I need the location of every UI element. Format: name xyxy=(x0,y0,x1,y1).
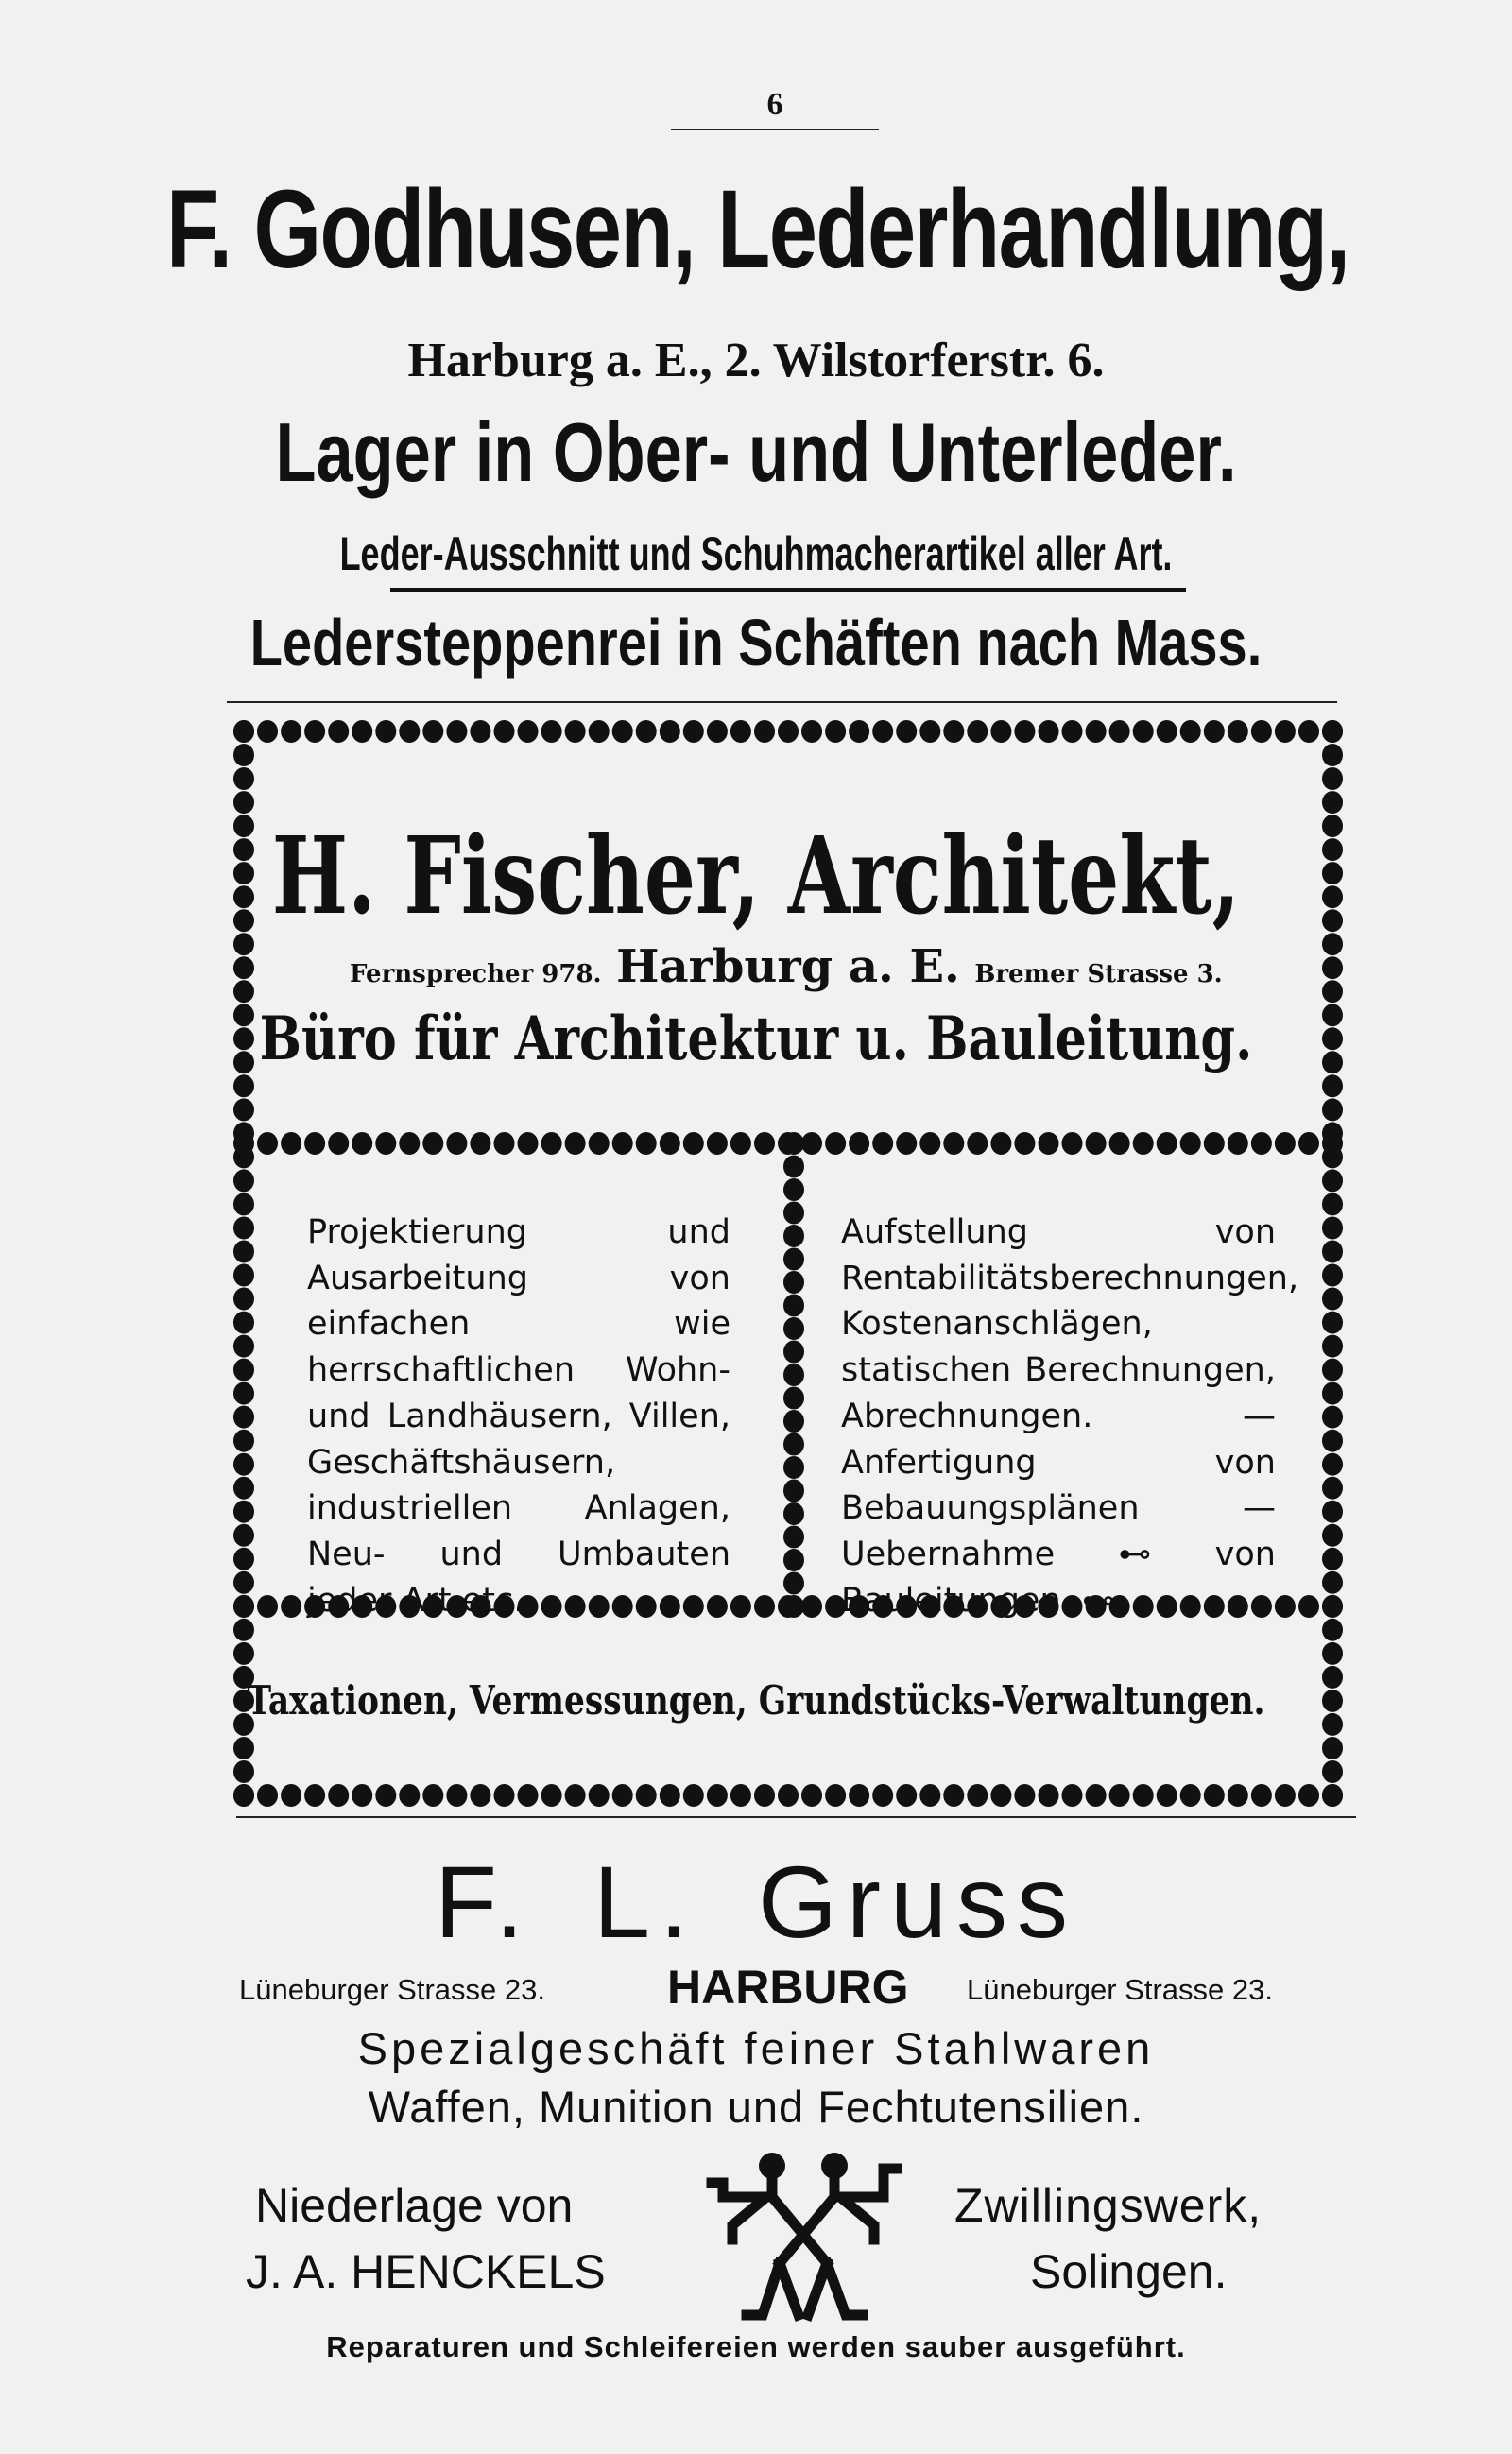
frame-dot xyxy=(1275,1784,1296,1807)
frame-dot xyxy=(783,1572,804,1595)
frame-dot xyxy=(518,1784,539,1807)
frame-dot xyxy=(636,720,657,743)
frame-dot xyxy=(233,956,254,979)
frame-dot xyxy=(1251,720,1272,743)
frame-dot xyxy=(1062,1784,1083,1807)
frame-dot xyxy=(783,1364,804,1386)
frame-dot xyxy=(233,1524,254,1547)
frame-dot xyxy=(1039,1132,1059,1155)
frame-dot xyxy=(783,1202,804,1225)
frame-dot xyxy=(375,1132,396,1155)
gruss-henckels: J. A. HENCKELS xyxy=(246,2245,606,2298)
frame-dot xyxy=(1322,720,1343,743)
frame-dot xyxy=(1014,1132,1035,1155)
gruss-name: F. L. Gruss xyxy=(434,1845,1078,1959)
frame-dot xyxy=(233,1737,254,1759)
frame-dot xyxy=(589,1784,610,1807)
frame-dot xyxy=(233,1169,254,1192)
frame-dot xyxy=(1275,720,1296,743)
frame-dot xyxy=(896,1132,917,1155)
frame-dot xyxy=(422,1132,443,1155)
frame-dot xyxy=(1298,1132,1319,1155)
frame-dot xyxy=(233,767,254,790)
frame-dot xyxy=(1298,720,1319,743)
frame-dot xyxy=(470,1132,490,1155)
frame-dot xyxy=(896,1784,917,1807)
frame-dot xyxy=(801,1595,822,1618)
gruss-waffen: Waffen, Munition und Fechtutensilien. xyxy=(368,2082,1144,2132)
frame-dot xyxy=(1133,720,1154,743)
frame-dot xyxy=(233,720,254,743)
frame-dot xyxy=(233,1760,254,1783)
frame-dot xyxy=(849,1132,869,1155)
frame-dot xyxy=(1322,1359,1343,1381)
frame-dot xyxy=(683,1132,704,1155)
frame-dot xyxy=(281,1784,301,1807)
frame-dot xyxy=(783,1156,804,1178)
frame-dot xyxy=(1322,980,1343,1003)
frame-dot xyxy=(801,720,822,743)
frame-dot xyxy=(589,720,610,743)
gruss-reparaturen: Reparaturen und Schleifereien werden sauber ausgeführt. xyxy=(326,2330,1186,2363)
frame-dot xyxy=(1014,1784,1035,1807)
frame-dot xyxy=(683,1784,704,1807)
godhusen-lager: Lager in Ober- und Unterleder. xyxy=(275,405,1237,499)
frame-dot xyxy=(233,1217,254,1240)
frame-dot xyxy=(1322,1074,1343,1097)
frame-dot xyxy=(328,1784,349,1807)
frame-dot xyxy=(233,1406,254,1429)
gruss-zwillingswerk: Zwillingswerk, xyxy=(954,2179,1263,2232)
frame-dot xyxy=(707,1784,728,1807)
frame-dot xyxy=(233,1453,254,1476)
frame-dot xyxy=(281,720,301,743)
frame-dot xyxy=(1109,1784,1130,1807)
frame-dot xyxy=(470,720,490,743)
frame-dot xyxy=(446,1132,467,1155)
fischer-contact-line xyxy=(350,940,1223,993)
frame-dot xyxy=(328,1132,349,1155)
frame-dot xyxy=(1157,720,1177,743)
frame-dot xyxy=(257,720,278,743)
frame-dot xyxy=(872,720,893,743)
frame-dot xyxy=(872,1132,893,1155)
frame-dot xyxy=(967,720,988,743)
frame-dot xyxy=(470,1784,490,1807)
frame-dot xyxy=(783,1387,804,1410)
frame-dot xyxy=(1322,956,1343,979)
frame-dot xyxy=(730,1595,751,1618)
frame-dot xyxy=(783,1480,804,1502)
frame-dot xyxy=(1322,1193,1343,1215)
frame-dot xyxy=(1251,1784,1272,1807)
frame-dot xyxy=(233,1359,254,1381)
frame-dot xyxy=(1014,720,1035,743)
godhusen-steppereri: Ledersteppenrei in Schäften nach Mass. xyxy=(249,606,1263,679)
frame-dot xyxy=(919,1784,940,1807)
frame-dot xyxy=(375,720,396,743)
frame-dot xyxy=(446,720,467,743)
fischer-title: H. Fischer, Architekt, xyxy=(271,815,1241,938)
frame-dot xyxy=(1322,1406,1343,1429)
frame-dot xyxy=(754,1132,775,1155)
frame-dot xyxy=(422,1784,443,1807)
frame-dot xyxy=(612,720,633,743)
frame-dot xyxy=(1322,1524,1343,1547)
frame-dot xyxy=(233,1312,254,1334)
frame-dot xyxy=(257,1784,278,1807)
frame-dot xyxy=(1298,1595,1319,1618)
frame-dot xyxy=(783,1225,804,1247)
frame-dot xyxy=(233,1430,254,1452)
frame-dot xyxy=(257,1132,278,1155)
frame-dot xyxy=(1322,767,1343,790)
frame-dot xyxy=(1322,1548,1343,1570)
frame-dot xyxy=(233,1241,254,1263)
frame-dot xyxy=(754,720,775,743)
frame-dot xyxy=(783,1595,804,1618)
frame-dot xyxy=(281,1595,301,1618)
frame-dot xyxy=(636,1784,657,1807)
frame-dot xyxy=(328,720,349,743)
frame-dot xyxy=(1133,1784,1154,1807)
frame-dot xyxy=(1180,720,1201,743)
frame-dot xyxy=(1275,1132,1296,1155)
frame-dot xyxy=(849,720,869,743)
frame-dot xyxy=(233,1784,254,1807)
frame-dot xyxy=(612,1784,633,1807)
frame-dot xyxy=(660,1132,680,1155)
gruss-address-left: Lüneburger Strasse 23. xyxy=(239,1973,545,2006)
godhusen-leder-ausschnitt: Leder-Ausschnitt und Schuhmacherartikel aller Art. xyxy=(339,527,1173,580)
gruss-city: HARBURG xyxy=(667,1961,909,2014)
frame-dot xyxy=(1133,1132,1154,1155)
frame-dot xyxy=(825,1132,846,1155)
frame-dot xyxy=(1322,1477,1343,1500)
frame-dot xyxy=(233,791,254,814)
frame-dot xyxy=(1204,1132,1225,1155)
frame-dot xyxy=(233,1619,254,1641)
frame-dot xyxy=(1322,1145,1343,1168)
frame-dot xyxy=(1322,1784,1343,1807)
frame-dot xyxy=(352,1132,372,1155)
frame-dot xyxy=(565,1784,586,1807)
frame-dot xyxy=(1322,1737,1343,1759)
fischer-city: Harburg a. E. xyxy=(616,940,960,993)
frame-dot xyxy=(1322,1642,1343,1665)
frame-dot xyxy=(399,1784,420,1807)
frame-dot xyxy=(896,720,917,743)
frame-dot xyxy=(494,1132,515,1155)
gruss-solingen: Solingen. xyxy=(1030,2245,1228,2298)
frame-dot xyxy=(783,1549,804,1571)
frame-dot xyxy=(730,1784,751,1807)
frame-dot xyxy=(352,720,372,743)
frame-dot xyxy=(233,744,254,766)
frame-dot xyxy=(612,1132,633,1155)
frame-dot xyxy=(943,1132,964,1155)
frame-dot xyxy=(1322,1122,1343,1144)
frame-dot xyxy=(990,1132,1011,1155)
frame-dot xyxy=(801,1132,822,1155)
frame-dot xyxy=(849,1784,869,1807)
frame-dot xyxy=(1322,1760,1343,1783)
frame-dot xyxy=(352,1784,372,1807)
frame-dot xyxy=(707,720,728,743)
frame-dot xyxy=(1086,720,1107,743)
frame-dot xyxy=(1204,720,1225,743)
fischer-left-column: Projektierung und Ausarbeitung von einfachen wie herrschaftlichen Wohn- und Landhäusern, Villen, Geschäftshäusern, industriellen Anlagen, Neu- und Umbauten jeder Art etc. xyxy=(307,1213,730,1620)
frame-dot xyxy=(233,1098,254,1121)
frame-dot xyxy=(783,1526,804,1549)
frame-dot xyxy=(967,1132,988,1155)
zwilling-twins-logo-icon xyxy=(704,2145,902,2325)
frame-dot xyxy=(1228,1132,1248,1155)
frame-dot xyxy=(233,1382,254,1405)
frame-dot xyxy=(783,1502,804,1525)
frame-dot xyxy=(375,1784,396,1807)
fischer-fernsprecher: Fernsprecher 978. xyxy=(350,960,602,988)
gruss-niederlage: Niederlage von xyxy=(255,2179,574,2232)
frame-dot xyxy=(783,1456,804,1479)
frame-dot xyxy=(783,1410,804,1433)
frame-dot xyxy=(1322,791,1343,814)
frame-dot xyxy=(589,1132,610,1155)
frame-dot xyxy=(1322,1169,1343,1192)
frame-dot xyxy=(872,1784,893,1807)
frame-dot xyxy=(1251,1132,1272,1155)
frame-dot xyxy=(1322,1501,1343,1523)
frame-dot xyxy=(233,1193,254,1215)
frame-dot xyxy=(541,1784,562,1807)
godhusen-title: F. Godhusen, Lederhandlung, xyxy=(166,167,1349,292)
frame-dot xyxy=(783,1295,804,1317)
frame-dot xyxy=(233,1595,254,1618)
frame-dot xyxy=(1228,1784,1248,1807)
frame-dot xyxy=(1180,1784,1201,1807)
frame-dot xyxy=(1109,1132,1130,1155)
frame-dot xyxy=(1086,1132,1107,1155)
frame-dot xyxy=(825,1784,846,1807)
gruss-spezialgeschaeft: Spezialgeschäft feiner Stahlwaren xyxy=(357,2023,1155,2073)
page-number: 6 xyxy=(766,87,783,122)
frame-dot xyxy=(967,1784,988,1807)
frame-dot xyxy=(1322,1241,1343,1263)
frame-dot xyxy=(754,1784,775,1807)
frame-dot xyxy=(233,1074,254,1097)
frame-dot xyxy=(233,1501,254,1523)
frame-dot xyxy=(783,1178,804,1201)
godhusen-address: Harburg a. E., 2. Wilstorferstr. 6. xyxy=(407,334,1105,387)
frame-dot xyxy=(233,1264,254,1287)
frame-dot xyxy=(233,980,254,1003)
frame-dot xyxy=(683,720,704,743)
frame-dot xyxy=(1322,1098,1343,1121)
frame-dot xyxy=(1062,1132,1083,1155)
frame-dot xyxy=(304,1132,325,1155)
frame-dot xyxy=(1322,1571,1343,1594)
frame-dot xyxy=(541,1132,562,1155)
frame-dot xyxy=(233,1477,254,1500)
frame-dot xyxy=(730,720,751,743)
frame-dot xyxy=(281,1132,301,1155)
frame-dot xyxy=(518,1132,539,1155)
frame-dot xyxy=(660,1784,680,1807)
frame-dot xyxy=(660,720,680,743)
frame-dot xyxy=(801,1784,822,1807)
frame-dot xyxy=(1109,720,1130,743)
frame-dot xyxy=(778,720,799,743)
frame-dot xyxy=(707,1132,728,1155)
frame-dot xyxy=(257,1595,278,1618)
frame-dot xyxy=(783,1271,804,1294)
frame-dot xyxy=(1322,1619,1343,1641)
frame-dot xyxy=(1180,1132,1201,1155)
frame-dot xyxy=(233,1571,254,1594)
frame-dot xyxy=(1228,720,1248,743)
frame-dot xyxy=(399,1132,420,1155)
frame-dot xyxy=(233,1145,254,1168)
frame-dot xyxy=(754,1595,775,1618)
frame-dot xyxy=(778,1784,799,1807)
frame-dot xyxy=(1322,1430,1343,1452)
separator-rule-2 xyxy=(236,1816,1356,1818)
frame-dot xyxy=(399,720,420,743)
fischer-buero: Büro für Architektur u. Bauleitung. xyxy=(259,1004,1253,1074)
fischer-right-column: Aufstellung von Rentabilitätsberechnungen, Kostenanschlägen, statischen Berechnungen, Abrechnungen. — Anfertigung von Bebauungsplänen — Uebernahme ⊷ von Bauleitungen. ⊷ xyxy=(841,1213,1299,1620)
fischer-street: Bremer Strasse 3. xyxy=(974,960,1223,988)
frame-dot xyxy=(1298,1784,1319,1807)
frame-dot xyxy=(783,1341,804,1364)
frame-dot xyxy=(783,1317,804,1340)
frame-dot xyxy=(1039,720,1059,743)
frame-dot xyxy=(304,1784,325,1807)
frame-dot xyxy=(233,1288,254,1311)
frame-dot xyxy=(943,1784,964,1807)
frame-dot xyxy=(1322,1217,1343,1240)
frame-dot xyxy=(233,1548,254,1570)
frame-dot xyxy=(1322,1595,1343,1618)
frame-dot xyxy=(1039,1784,1059,1807)
frame-dot xyxy=(1322,744,1343,766)
frame-dot xyxy=(1322,1382,1343,1405)
frame-dot xyxy=(730,1132,751,1155)
frame-dot xyxy=(990,720,1011,743)
frame-dot xyxy=(990,1784,1011,1807)
frame-dot xyxy=(1322,1288,1343,1311)
frame-dot xyxy=(1086,1784,1107,1807)
frame-dot xyxy=(1322,1312,1343,1334)
frame-dot xyxy=(919,720,940,743)
frame-dot xyxy=(1204,1784,1225,1807)
frame-dot xyxy=(494,1784,515,1807)
frame-dot xyxy=(565,720,586,743)
frame-dot xyxy=(494,720,515,743)
frame-dot xyxy=(518,720,539,743)
frame-dot xyxy=(541,720,562,743)
frame-dot xyxy=(783,1132,804,1155)
frame-dot xyxy=(783,1433,804,1456)
frame-dot xyxy=(636,1132,657,1155)
frame-dot xyxy=(233,1122,254,1144)
frame-dot xyxy=(233,1642,254,1665)
frame-dot xyxy=(422,720,443,743)
frame-dot xyxy=(943,720,964,743)
frame-dot xyxy=(1275,1595,1296,1618)
frame-dot xyxy=(783,1248,804,1271)
frame-dot xyxy=(1322,1264,1343,1287)
frame-dot xyxy=(919,1132,940,1155)
gruss-address-right: Lüneburger Strasse 23. xyxy=(967,1973,1273,2006)
frame-dot xyxy=(233,1335,254,1358)
fischer-taxationen: Taxationen, Vermessungen, Grundstücks-Verwaltungen. xyxy=(247,1677,1265,1724)
frame-dot xyxy=(446,1784,467,1807)
frame-dot xyxy=(1322,1453,1343,1476)
frame-dot xyxy=(1157,1132,1177,1155)
frame-dot xyxy=(825,720,846,743)
frame-dot xyxy=(1157,1784,1177,1807)
frame-dot xyxy=(565,1132,586,1155)
frame-dot xyxy=(1062,720,1083,743)
frame-dot xyxy=(304,720,325,743)
frame-dot xyxy=(1322,1335,1343,1358)
